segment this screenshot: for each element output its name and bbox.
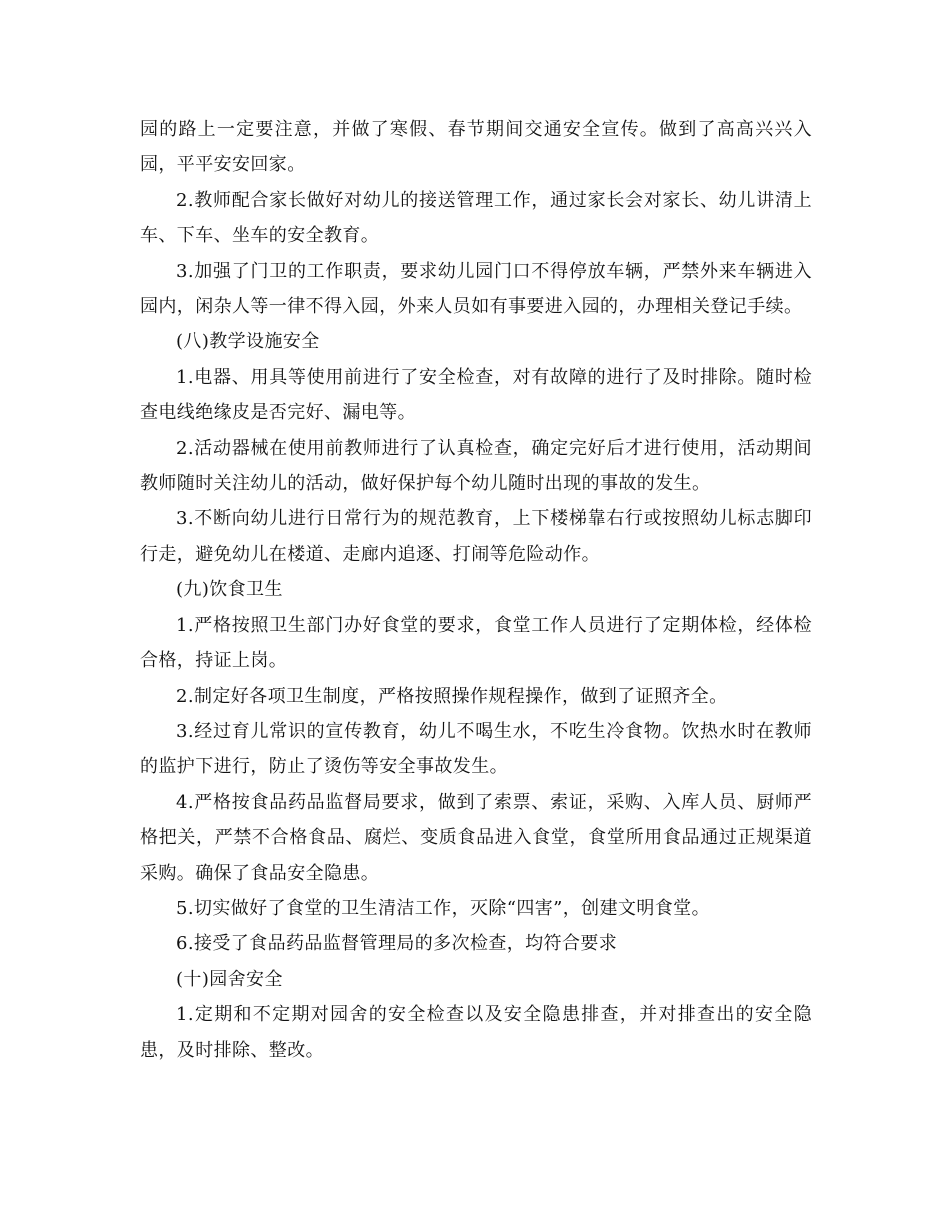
paragraph-10: 2.制定好各项卫生制度，严格按照操作规程操作，做到了证照齐全。: [176, 685, 728, 707]
section-heading-10: (十)园舍安全: [176, 968, 283, 990]
paragraph-12: 4.严格按食品药品监督局要求，做到了索票、索证，采购、入库人员、厨师严格把关，严禁不合格食品、腐烂、变质食品进入食堂，食堂所用食品通过正规渠道采购。确保了食品安全隐患。: [140, 791, 812, 884]
paragraph-14: 6.接受了食品药品监督管理局的多次检查，均符合要求: [176, 933, 618, 955]
paragraph-16: 1.定期和不定期对园舍的安全检查以及安全隐患排查，并对排查出的安全隐患，及时排除、整改。: [140, 1004, 812, 1061]
paragraph-11: 3.经过育儿常识的宣传教育，幼儿不喝生水，不吃生冷食物。饮热水时在教师的监护下进行，防止了烫伤等安全事故发生。: [140, 720, 812, 778]
section-heading-8: (八)教学设施安全: [176, 331, 320, 353]
paragraph-3: 3.加强了门卫的工作职责，要求幼儿园门口不得停放车辆，严禁外来车辆进入园内，闲杂人等一律不得入园，外来人员如有事要进入园的，办理相关登记手续。: [140, 260, 812, 318]
paragraph-13: 5.切实做好了食堂的卫生清洁工作，灭除“四害”，创建文明食堂。: [176, 897, 710, 919]
paragraph-2: 2.教师配合家长做好对幼儿的接送管理工作，通过家长会对家长、幼儿讲清上车、下车、坐车的安全教育。: [140, 189, 812, 247]
paragraph-9: 1.严格按照卫生部门办好食堂的要求，食堂工作人员进行了定期体检，经体检合格，持证上岗。: [140, 614, 812, 672]
section-heading-9: (九)饮食卫生: [176, 579, 283, 601]
paragraph-6: 2.活动器械在使用前教师进行了认真检查，确定完好后才进行使用，活动期间教师随时关注幼儿的活动，做好保护每个幼儿随时出现的事故的发生。: [140, 437, 812, 495]
paragraph-5: 1.电器、用具等使用前进行了安全检查，对有故障的进行了及时排除。随时检查电线绝缘皮是否完好、漏电等。: [140, 366, 812, 424]
paragraph-1: 园的路上一定要注意，并做了寒假、春节期间交通安全宣传。做到了高高兴兴入园，平平安安回家。: [140, 119, 812, 176]
paragraph-7: 3.不断向幼儿进行日常行为的规范教育，上下楼梯靠右行或按照幼儿标志脚印行走，避免幼儿在楼道、走廊内追逐、打闹等危险动作。: [140, 508, 812, 565]
document-body: [140, 112, 812, 1068]
